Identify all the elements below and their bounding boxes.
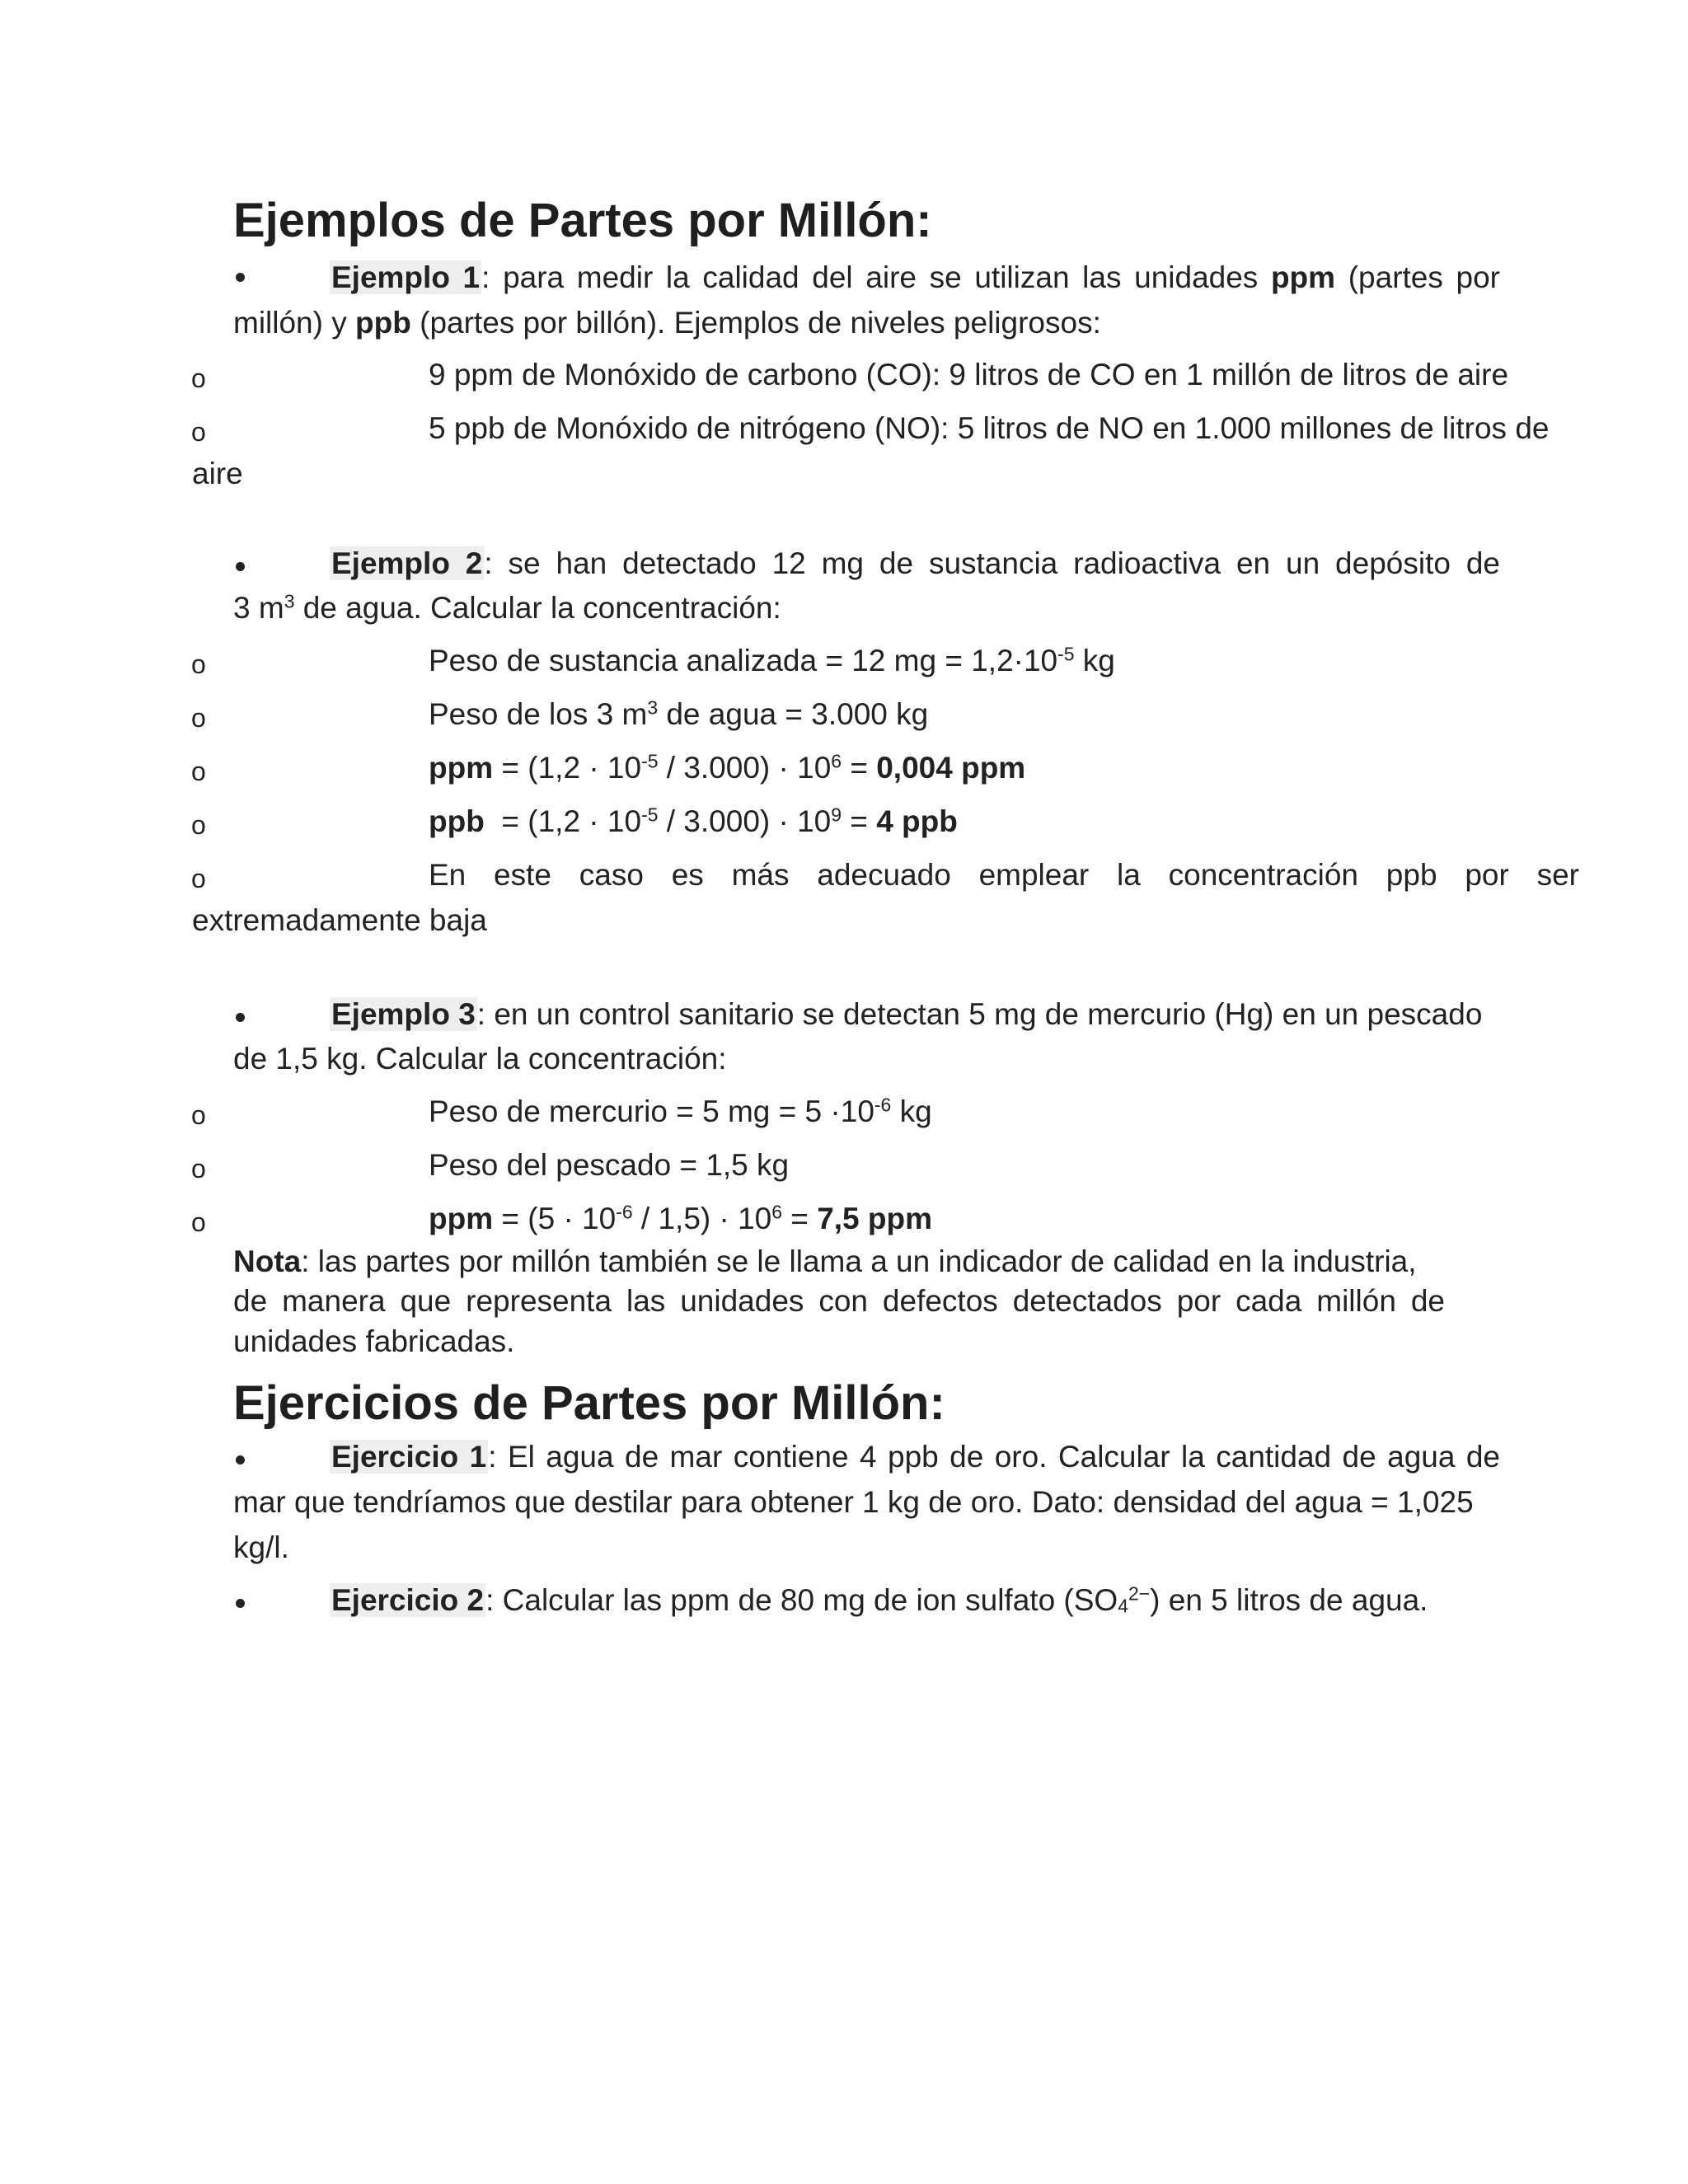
ejemplo-1-line-2: millón) y ppb (partes por billón). Ejemplos de niveles peligrosos:: [233, 306, 1101, 340]
ejemplo-2-peso-sustancia: Peso de sustancia analizada = 12 mg = $1,2\cdot 10^{-5}$ kg: [429, 643, 1115, 677]
ejemplo-2-ppb-formula: ppb = $(1,2 \cdot 10^{-5} / 3.000) \cdot 10^9 = 4$ ppb: [429, 804, 958, 838]
nota-label: Nota: [233, 1244, 302, 1278]
ejercicio-1-line-3: kg/l.: [233, 1530, 289, 1564]
ejemplo-2-label: Ejemplo 2: [331, 546, 483, 580]
bullet-icon: [236, 1013, 245, 1022]
ejemplo-3-line-1: Ejemplo 3: en un control sanitario se detectan 5 mg de mercurio (Hg) en un pescado: [331, 997, 1483, 1031]
sub-bullet-icon: o: [191, 649, 206, 679]
ejercicio-1-line-2: mar que tendríamos que destilar para obtener 1 kg de oro. Dato: densidad del agua = 1,025: [233, 1485, 1474, 1519]
ejemplo-3-peso-pescado: Peso del pescado = 1,5 kg: [429, 1148, 790, 1182]
sub-bullet-icon: o: [191, 1154, 206, 1183]
sub-bullet-icon: o: [191, 703, 206, 733]
sub-bullet-icon: o: [191, 757, 206, 786]
ejemplo-2-ppm-formula: ppm = $(1,2 \cdot 10^{-5} / 3.000) \cdot 10^6 = 0,004$ ppm: [429, 750, 1026, 785]
ejercicio-1-line-1: Ejercicio 1: El agua de mar contiene 4 ppb de oro. Calcular la cantidad de agua de: [331, 1440, 1500, 1474]
ejercicio-2-label: Ejercicio 2: [331, 1583, 485, 1617]
section-heading-ejercicios: Ejercicios de Partes por Millón:: [233, 1376, 945, 1430]
ejercicio-2-line: Ejercicio 2: Calcular las ppm de 80 mg de ion sulfato $(SO_4^{2-})$ en 5 litros de agua.: [331, 1582, 1428, 1617]
sub-bullet-icon: o: [191, 810, 206, 840]
sub-bullet-icon: o: [191, 864, 206, 893]
ejercicio-1-label: Ejercicio 1: [331, 1440, 487, 1474]
bullet-icon: [236, 562, 245, 571]
ejemplo-1-item-no-cont: aire: [192, 457, 243, 490]
ejemplo-2-peso-agua: Peso de los 3 $m^3$ de agua = 3.000 kg: [429, 696, 929, 731]
bullet-icon: [236, 1599, 245, 1608]
nota-line-3: unidades fabricadas.: [233, 1324, 515, 1358]
ejemplo-2-conclusion-cont: extremadamente baja: [192, 903, 487, 937]
ejemplo-3-ppm-formula: ppm = $(5 \cdot 10^{-6} / 1,5) \cdot 10^6 = 7,5$ ppm: [429, 1201, 933, 1235]
ejemplo-1-item-co: 9 ppm de Monóxido de carbono (CO): 9 litros de CO en 1 millón de litros de aire: [429, 358, 1509, 391]
ejemplo-2-line-1: Ejemplo 2: se han detectado 12 mg de sustancia radioactiva en un depósito de: [331, 546, 1500, 580]
bullet-icon: [236, 1455, 245, 1465]
sub-bullet-icon: o: [191, 1100, 206, 1130]
sub-bullet-icon: o: [191, 363, 206, 393]
ejemplo-3-line-2: de 1,5 kg. Calcular la concentración:: [233, 1042, 727, 1076]
ejemplo-2-line-2: 3 $m^3$ de agua. Calcular la concentración:: [233, 590, 781, 625]
ejemplo-1-item-no: 5 ppb de Monóxido de nitrógeno (NO): 5 litros de NO en 1.000 millones de litros de: [429, 411, 1550, 445]
ejemplo-1-line-1: Ejemplo 1: para medir la calidad del aire se utilizan las unidades ppm (partes por: [331, 260, 1500, 294]
ejemplo-3-peso-mercurio: Peso de mercurio = 5 mg = $5 \cdot 10^{-6}$ kg: [429, 1094, 932, 1128]
nota-line-2: de manera que representa las unidades con defectos detectados por cada millón de: [233, 1284, 1445, 1318]
ejemplo-3-label: Ejemplo 3: [331, 997, 476, 1031]
bullet-icon: [236, 273, 245, 282]
nota-line-1: Nota: las partes por millón también se le llama a un indicador de calidad en la industria,: [233, 1244, 1417, 1278]
sub-bullet-icon: o: [191, 417, 206, 447]
section-heading-ejemplos: Ejemplos de Partes por Millón:: [233, 194, 932, 247]
sub-bullet-icon: o: [191, 1207, 206, 1237]
ejemplo-1-label: Ejemplo 1: [331, 260, 481, 294]
ejemplo-2-conclusion: En este caso es más adecuado emplear la concentración ppb por ser: [429, 858, 1579, 892]
